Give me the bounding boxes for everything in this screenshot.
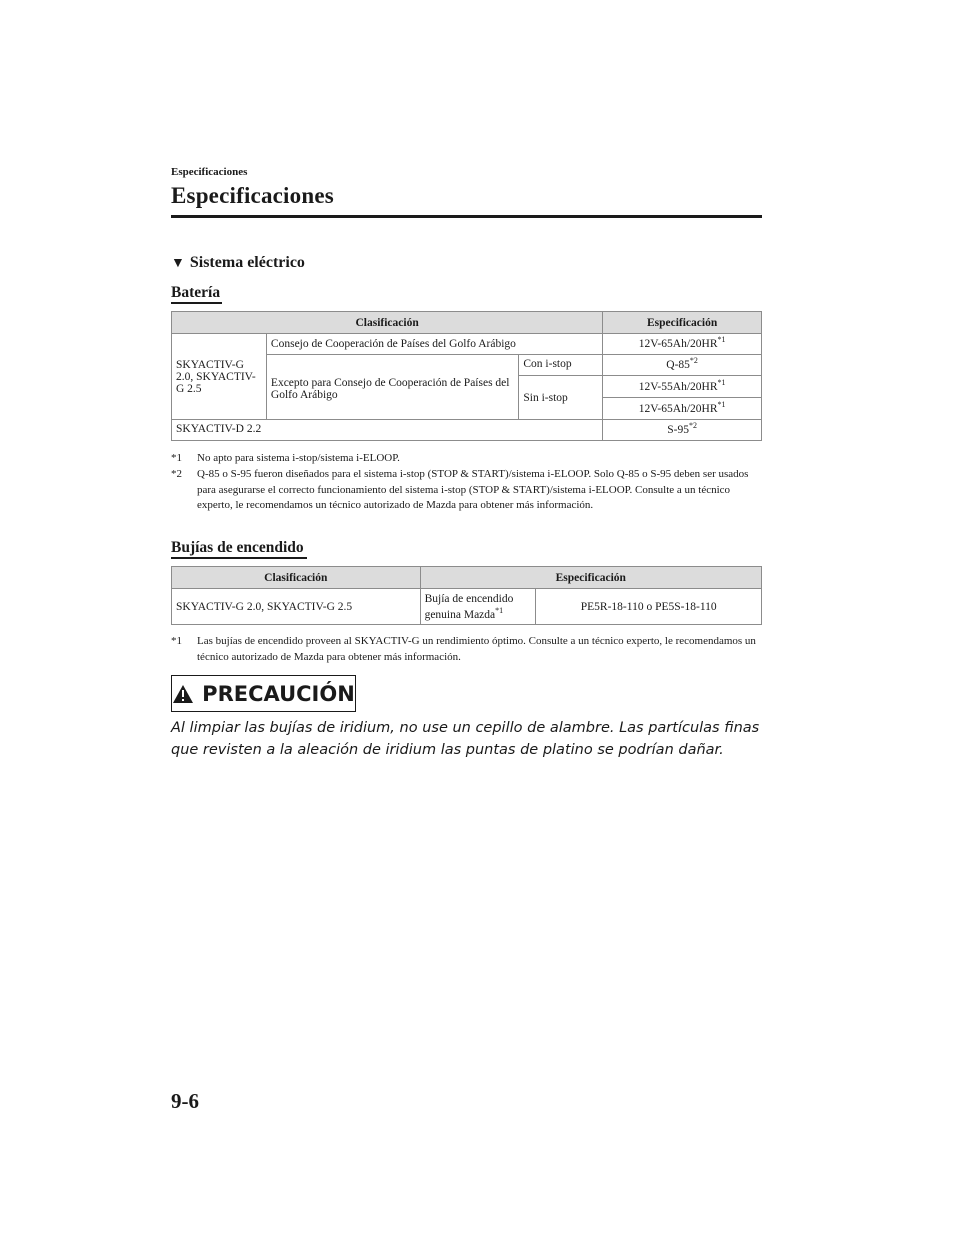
section-title-text: Sistema eléctrico xyxy=(189,254,305,271)
spark-col-classification: Clasificación xyxy=(172,567,421,589)
battery-without-istop-spec-b: 12V-65Ah/20HR$^{*1}$ xyxy=(603,398,762,420)
footnote-mark: *2 xyxy=(171,468,182,480)
caution-text: Al limpiar las bujías de iridium, no use un cepillo de alambre. Las partículas finas que revisten a la aleación de iridium las puntas de platino se podrían dañar. xyxy=(171,720,760,758)
battery-except-gcc: Excepto para Consejo de Cooperación de Países del Golfo Arábigo xyxy=(266,355,518,420)
spark-plugs-table xyxy=(171,566,762,625)
battery-footnote-1 xyxy=(171,451,763,467)
caution-banner xyxy=(171,675,356,712)
footnote-mark: *1 xyxy=(171,635,182,647)
spark-model: SKYACTIV-G 2.0, SKYACTIV-G 2.5 xyxy=(172,589,421,625)
warning-triangle-icon xyxy=(172,684,194,704)
spark-footnote-1 xyxy=(171,634,763,666)
spark-plugs-heading: Bujías de encendido xyxy=(171,539,304,556)
page-title: Especificaciones xyxy=(171,183,334,208)
spark-plug-spec: PE5R-18-110 o PE5S-18-110 xyxy=(536,589,762,625)
battery-without-istop-spec-a: 12V-55Ah/20HR$^{*1}$ xyxy=(603,376,762,398)
battery-heading: Batería xyxy=(171,284,221,301)
battery-with-istop: Con i-stop xyxy=(519,355,603,376)
spark-plugs-heading-underline xyxy=(171,557,307,559)
footnote-text: Q-85 o S-95 fueron diseñados para el sistema i-stop (STOP & START)/sistema i-ELOOP. Solo Q-85 o S-95 deben ser usados para asegurarse el correcto funcionamiento del sistema i-stop (STOP & START)/sistema i-ELOOP. Consulte a un técnico experto, le recomendamos un técnico autorizado de Mazda para obtener más información. xyxy=(197,468,749,511)
footnote-text: No apto para sistema i-stop/sistema i-ELOOP. xyxy=(197,452,400,464)
battery-d-model: SKYACTIV-D 2.2 xyxy=(172,420,603,441)
battery-g-models: SKYACTIV-G 2.0, SKYACTIV-G 2.5 xyxy=(172,334,267,420)
battery-gcc-spec: 12V-65Ah/20HR$^{*1}$ xyxy=(603,334,762,355)
footnote-text: Las bujías de encendido proveen al SKYACTIV-G un rendimiento óptimo. Consulte a un técnico experto, le recomendamos un técnico autorizado de Mazda para obtener más información. xyxy=(197,635,756,663)
down-triangle-icon: ▼ xyxy=(171,256,185,271)
battery-gcc: Consejo de Cooperación de Países del Golfo Arábigo xyxy=(266,334,602,355)
spark-col-specification: Especificación xyxy=(420,567,761,589)
battery-heading-underline xyxy=(171,302,222,304)
spark-plug-type: Bujía de encendido genuina Mazda$^{*1}$ xyxy=(420,589,536,625)
battery-table xyxy=(171,311,762,441)
page-number: 9-6 xyxy=(171,1089,199,1113)
battery-with-istop-spec: Q-85$^{*2}$ xyxy=(603,355,762,376)
footnote-mark: *1 xyxy=(171,452,182,464)
running-header: Especificaciones xyxy=(171,166,248,178)
section-title xyxy=(171,254,305,272)
battery-footnote-2 xyxy=(171,467,763,531)
battery-d-spec: S-95$^{*2}$ xyxy=(603,420,762,441)
caution-label: PRECAUCIÓN xyxy=(202,681,355,706)
header-divider xyxy=(171,215,762,218)
battery-without-istop: Sin i-stop xyxy=(519,376,603,420)
battery-col-specification: Especificación xyxy=(603,312,762,334)
battery-col-classification: Clasificación xyxy=(172,312,603,334)
